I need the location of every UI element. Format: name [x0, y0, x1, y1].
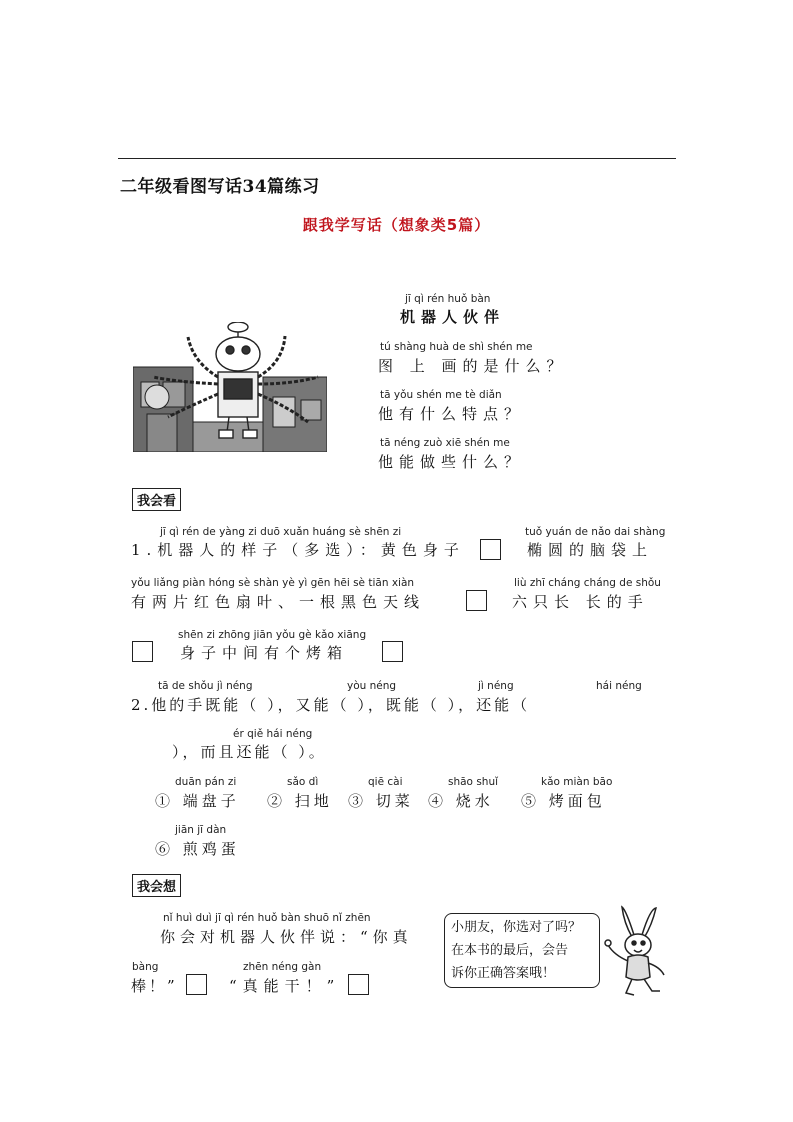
bubble-line: 在本书的最后，会告 [451, 943, 569, 958]
question-1: 图 上 画的是什么？ [378, 357, 568, 375]
rabbit-mascot-icon [604, 905, 674, 997]
q2-pinyin-a: tā de shǒu jì néng [158, 680, 253, 692]
think-line2-a: 棒！” [131, 977, 178, 995]
q2-line1: 2.他的手既能（ ），又能（ ），既能（ ），还能（ [131, 696, 531, 714]
option-3: ③ 切菜 [348, 792, 414, 810]
think-line2-pinyin-a: bàng [132, 961, 159, 973]
q1-line2-pinyin: yǒu liǎng piàn hóng sè shàn yè yì gēn hēi sè tiān xiàn [131, 577, 415, 589]
answer-checkbox[interactable] [466, 590, 487, 611]
q2-line2-pinyin: ér qiě hái néng [233, 728, 313, 740]
q1-line2b-pinyin: liù zhī cháng cháng de shǒu [514, 577, 661, 589]
answer-checkbox[interactable] [480, 539, 501, 560]
q1-line2b: 六只长 长的手 [512, 593, 649, 611]
answer-checkbox[interactable] [382, 641, 403, 662]
section-label-think: 我会想 [132, 874, 181, 897]
question-3: 他能做些什么？ [378, 453, 526, 471]
q1-line1-pinyin: jī qì rén de yàng zi duō xuǎn huáng sè shēn zi [160, 526, 402, 538]
intro-title: 机器人伙伴 [400, 308, 506, 326]
option-6-pinyin: jiān jī dàn [175, 824, 227, 836]
option-1-pinyin: duān pán zi [175, 776, 237, 788]
question-1-pinyin: tú shàng huà de shì shén me [380, 341, 533, 353]
answer-checkbox[interactable] [348, 974, 369, 995]
section-label-look: 我会看 [132, 488, 181, 511]
option-5: ⑤ 烤面包 [521, 792, 606, 810]
option-2: ② 扫地 [267, 792, 333, 810]
q1-line3-pinyin: shēn zi zhōng jiān yǒu gè kǎo xiāng [178, 629, 367, 641]
option-2-pinyin: sǎo dì [287, 776, 319, 788]
question-2-pinyin: tā yǒu shén me tè diǎn [380, 389, 502, 401]
think-line2-b: “真能干！” [229, 977, 341, 995]
header-rule [118, 158, 676, 159]
speech-bubble [444, 913, 600, 988]
option-1: ① 端盘子 [155, 792, 240, 810]
q1-line2: 有两片红色扇叶、一根黑色天线 [131, 593, 426, 611]
section-subtitle: 跟我学写话（想象类5篇） [302, 216, 491, 234]
q2-line2: ），而且还能（ ）。 [172, 743, 327, 761]
think-line1: 你会对机器人伙伴说：“你真 [160, 928, 413, 946]
bubble-line: 小朋友，你选对了吗？ [451, 920, 582, 935]
q2-pinyin-d: hái néng [596, 680, 642, 692]
option-4: ④ 烧水 [428, 792, 494, 810]
option-6: ⑥ 煎鸡蛋 [155, 840, 240, 858]
think-line2-pinyin-b: zhēn néng gàn [243, 961, 322, 973]
think-line1-pinyin: nǐ huì duì jī qì rén huǒ bàn shuō nǐ zhēn [163, 912, 371, 924]
q1-line1b-pinyin: tuǒ yuán de nǎo dai shàng [525, 526, 666, 538]
bubble-line: 诉你正确答案哦！ [451, 966, 556, 981]
question-3-pinyin: tā néng zuò xiē shén me [380, 437, 510, 449]
question-2: 他有什么特点？ [378, 405, 526, 423]
robot-illustration [133, 322, 327, 452]
option-3-pinyin: qiē cài [368, 776, 403, 788]
q2-pinyin-b: yòu néng [347, 680, 397, 692]
option-4-pinyin: shāo shuǐ [448, 776, 499, 788]
q1-line1b: 椭圆的脑袋上 [527, 541, 654, 559]
answer-checkbox[interactable] [132, 641, 153, 662]
q1-line1: 1.机器人的样子（多选）：黄色身子 [131, 541, 465, 559]
q1-line3: 身子中间有个烤箱 [180, 644, 349, 662]
document-title: 二年级看图写话34篇练习 [120, 177, 320, 197]
option-5-pinyin: kǎo miàn bāo [541, 776, 613, 788]
answer-checkbox[interactable] [186, 974, 207, 995]
q2-pinyin-c: jì néng [478, 680, 514, 692]
intro-title-pinyin: jī qì rén huǒ bàn [405, 293, 491, 305]
